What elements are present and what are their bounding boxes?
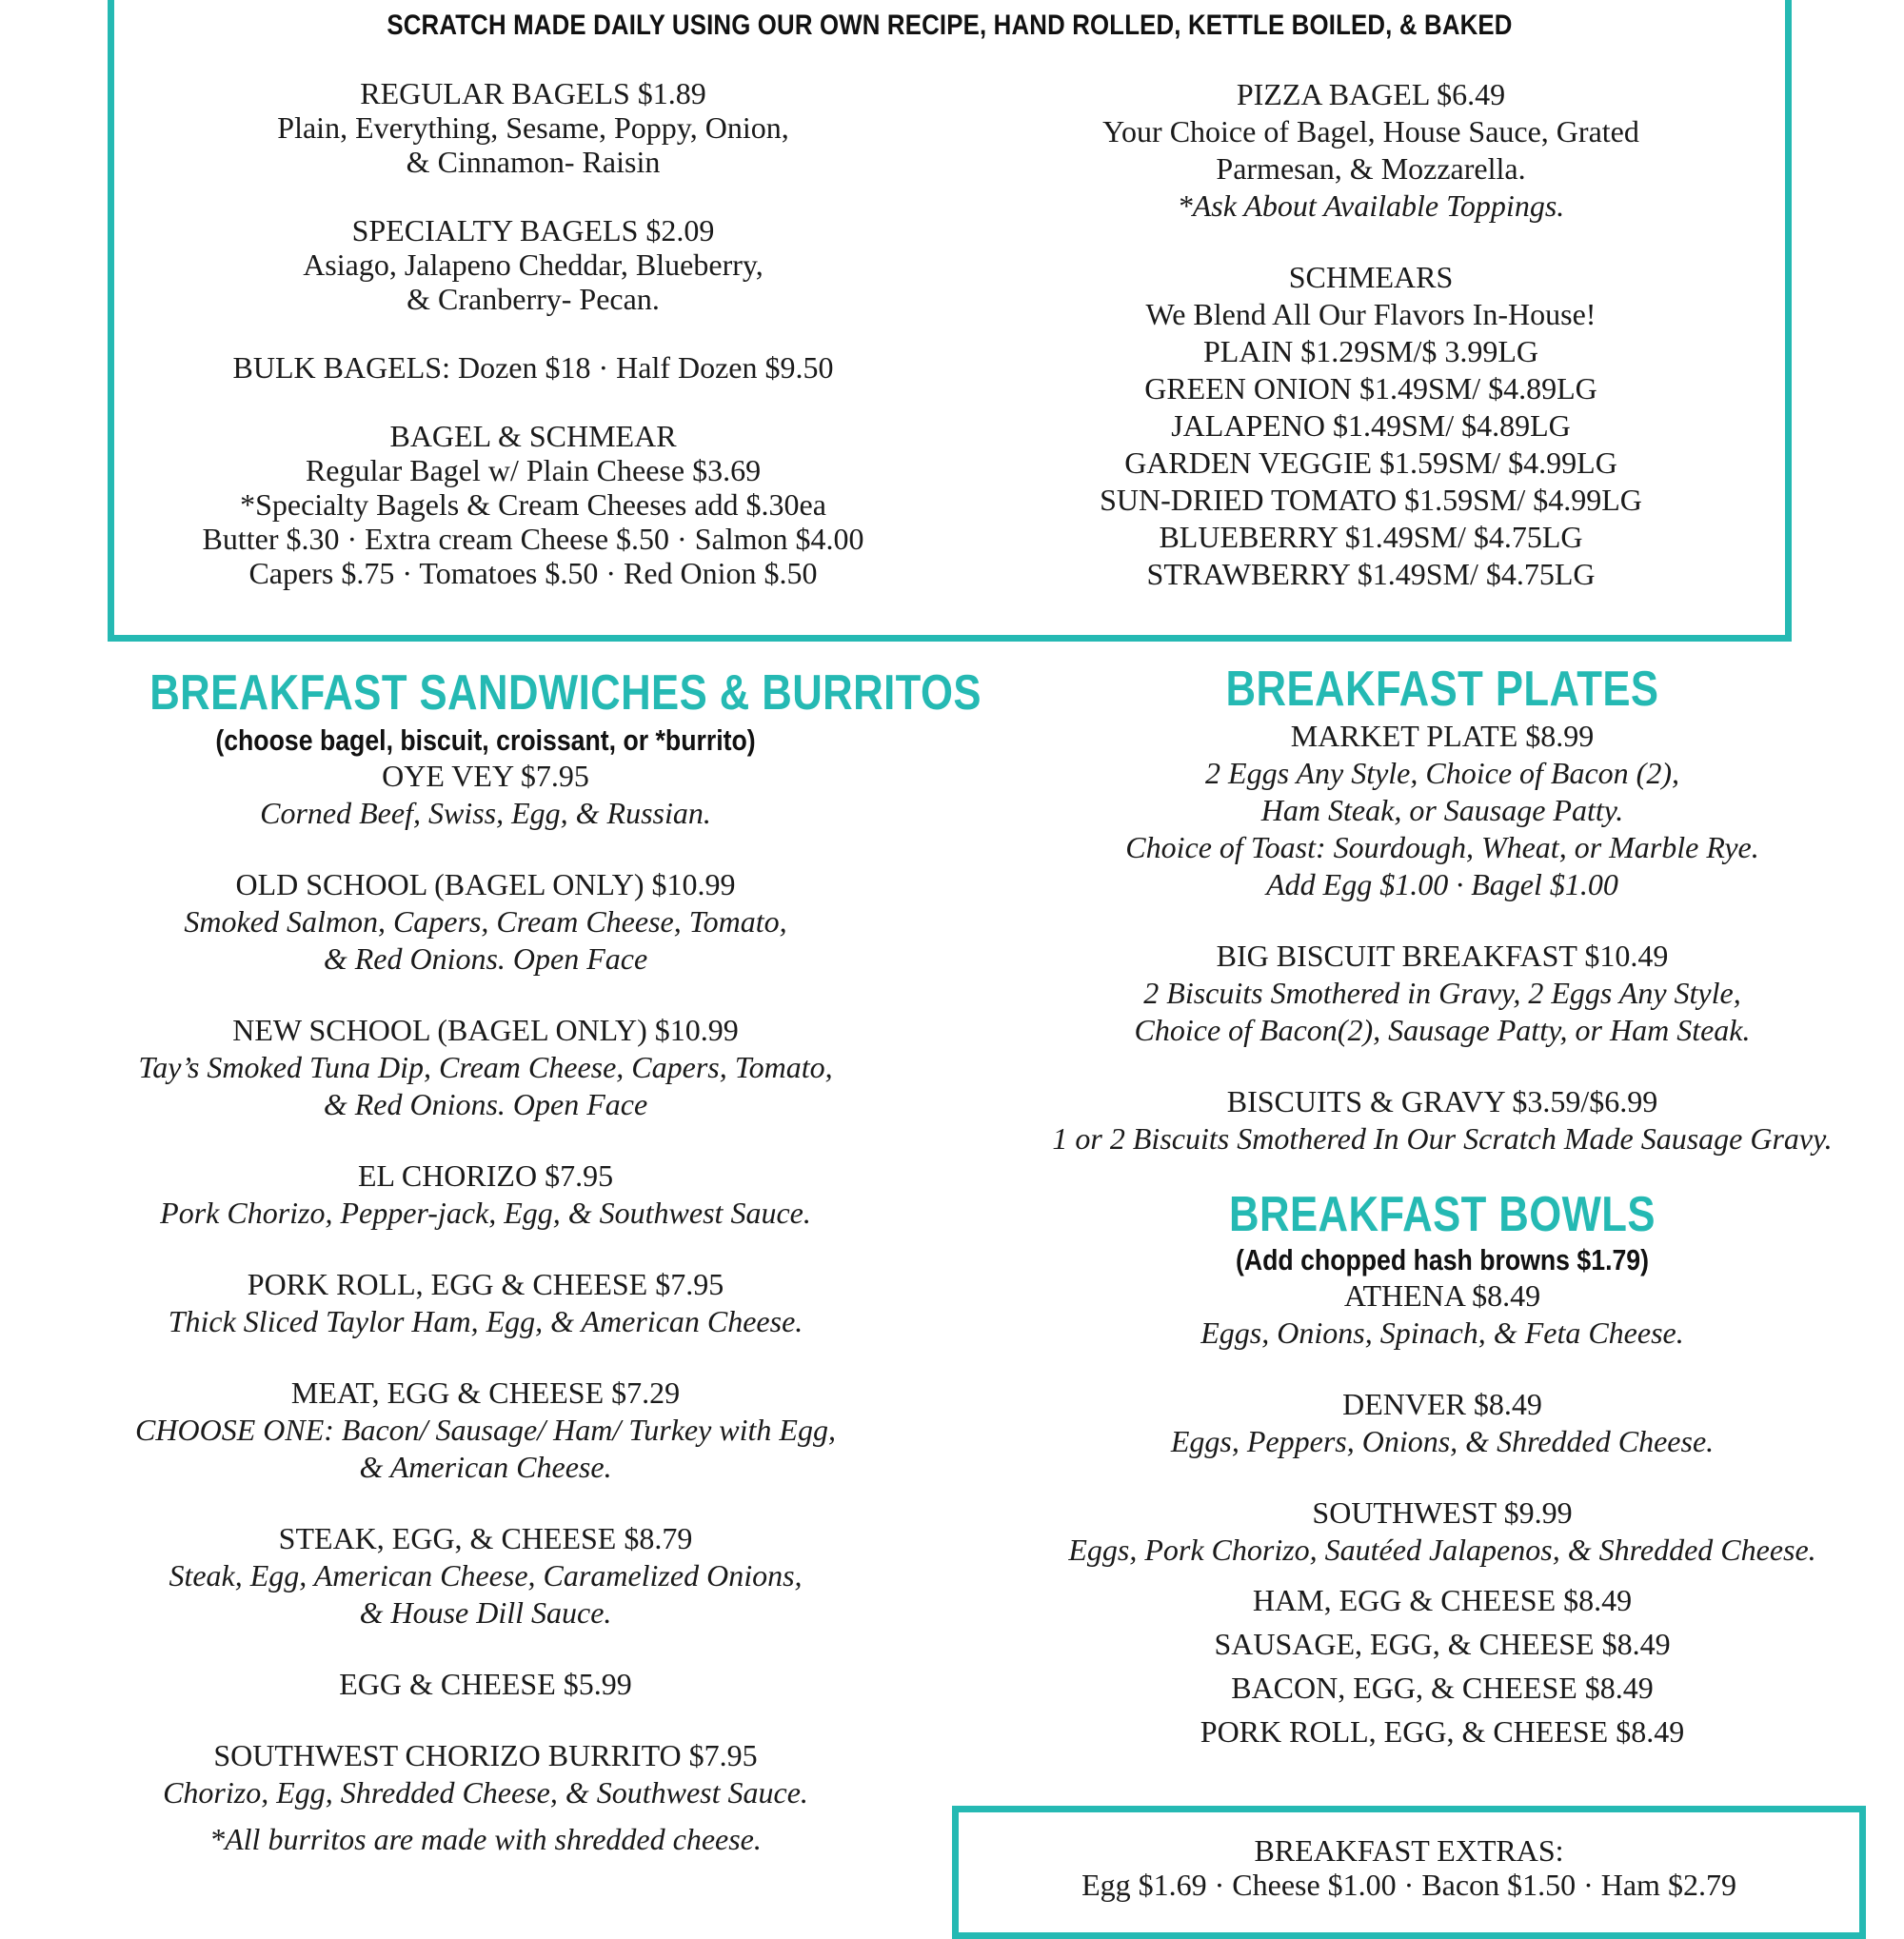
menu-item-desc: Ham Steak, or Sausage Patty. — [1260, 793, 1624, 827]
menu-item-desc: Choice of Bacon(2), Sausage Patty, or Ham Steak. — [1134, 1013, 1751, 1047]
schmear-item: SUN-DRIED TOMATO $1.59SM/ $4.99LG — [1100, 483, 1642, 517]
menu-item-title: BISCUITS & GRAVY $3.59/$6.99 — [1226, 1084, 1658, 1118]
plates-heading: BREAKFAST PLATES — [1225, 662, 1659, 717]
bagel-schmear-line-1: Regular Bagel w/ Plain Cheese $3.69 — [305, 453, 762, 487]
bagel-schmear-line-4: Capers $.75 · Tomatoes $.50 · Red Onion $.50 — [248, 556, 818, 590]
menu-item-desc: 2 Eggs Any Style, Choice of Bacon (2), — [1205, 756, 1679, 790]
specialty-bagels-desc-1: Asiago, Jalapeno Cheddar, Blueberry, — [303, 247, 764, 282]
schmear-item: STRAWBERRY $1.49SM/ $4.75LG — [1146, 557, 1596, 591]
menu-item-title: ATHENA $8.49 — [1343, 1278, 1541, 1313]
pizza-bagel-desc-1: Your Choice of Bagel, House Sauce, Grated — [1102, 114, 1639, 148]
menu-item-desc: & Red Onions. Open Face — [323, 1087, 648, 1121]
bowls-section — [1009, 1186, 1875, 1753]
menu-item-desc: Choice of Toast: Sourdough, Wheat, or Marble Rye. — [1125, 830, 1759, 864]
bagel-schmear-title: BAGEL & SCHMEAR — [389, 419, 677, 453]
bagel-schmear-line-3: Butter $.30 · Extra cream Cheese $.50 · Salmon $4.00 — [202, 522, 864, 556]
menu-item-title: OLD SCHOOL (BAGEL ONLY) $10.99 — [235, 867, 736, 901]
bulk-bagels: BULK BAGELS: Dozen $18 · Half Dozen $9.50 — [232, 350, 834, 385]
pizza-bagel-title: PIZZA BAGEL $6.49 — [1236, 77, 1506, 111]
menu-item-title: EGG & CHEESE $5.99 — [339, 1667, 632, 1701]
sandwiches-heading: BREAKFAST SANDWICHES & BURRITOS — [149, 665, 982, 721]
menu-item-title: SOUTHWEST $9.99 — [1312, 1495, 1573, 1530]
schmear-item: GREEN ONION $1.49SM/ $4.89LG — [1144, 371, 1597, 406]
specialty-bagels-title: SPECIALTY BAGELS $2.09 — [351, 213, 715, 247]
schmear-item: JALAPENO $1.49SM/ $4.89LG — [1171, 408, 1571, 443]
extras-title: BREAKFAST EXTRAS: — [1254, 1833, 1564, 1868]
schmear-item: PLAIN $1.29SM/$ 3.99LG — [1202, 334, 1538, 368]
menu-item-desc: 2 Biscuits Smothered in Gravy, 2 Eggs Any Style, — [1143, 976, 1741, 1010]
menu-item-desc: & Red Onions. Open Face — [323, 941, 648, 976]
simple-bowl-item: PORK ROLL, EGG, & CHEESE $8.49 — [1200, 1714, 1685, 1749]
menu-item-desc: & House Dill Sauce. — [359, 1595, 612, 1630]
bagels-column — [152, 76, 914, 590]
menu-item-desc: Corned Beef, Swiss, Egg, & Russian. — [260, 796, 711, 830]
menu-item-desc: Chorizo, Egg, Shredded Cheese, & Southwest Sauce. — [163, 1775, 808, 1810]
extras-line-1: Egg $1.69 · Cheese $1.00 · Bacon $1.50 · Ham $2.79 — [1081, 1868, 1736, 1902]
menu-item-title: SOUTHWEST CHORIZO BURRITO $7.95 — [213, 1738, 758, 1772]
sandwiches-subheading: (choose bagel, biscuit, croissant, or *burrito) — [215, 723, 756, 757]
pizza-bagel-desc-2: Parmesan, & Mozzarella. — [1216, 151, 1526, 186]
tagline: SCRATCH MADE DAILY USING OUR OWN RECIPE, HAND ROLLED, KETTLE BOILED, & BAKED — [387, 10, 1513, 41]
schmears-title: SCHMEARS — [1288, 260, 1454, 294]
menu-item-title: MEAT, EGG & CHEESE $7.29 — [290, 1375, 681, 1410]
regular-bagels-desc-2: & Cinnamon- Raisin — [406, 145, 661, 179]
bowls-subheading: (Add chopped hash browns $1.79) — [1235, 1243, 1650, 1276]
menu-item-title: MARKET PLATE $8.99 — [1290, 719, 1595, 753]
burrito-footnote: *All burritos are made with shredded cheese. — [209, 1822, 762, 1856]
menu-item-desc: Tay’s Smoked Tuna Dip, Cream Cheese, Capers, Tomato, — [138, 1050, 833, 1084]
simple-bowl-item: BACON, EGG, & CHEESE $8.49 — [1231, 1671, 1654, 1705]
menu-item-title: STEAK, EGG, & CHEESE $8.79 — [278, 1521, 693, 1555]
menu-item-desc: Eggs, Onions, Spinach, & Feta Cheese. — [1200, 1316, 1684, 1350]
extras-content — [952, 1833, 1866, 1902]
menu-item-desc: Add Egg $1.00 · Bagel $1.00 — [1266, 867, 1618, 901]
schmear-item: GARDEN VEGGIE $1.59SM/ $4.99LG — [1124, 445, 1617, 480]
plates-section — [1009, 661, 1875, 1157]
simple-bowl-item: SAUSAGE, EGG, & CHEESE $8.49 — [1214, 1627, 1671, 1661]
bagel-schmear-line-2: *Specialty Bagels & Cream Cheeses add $.30ea — [240, 487, 826, 522]
schmear-item: BLUEBERRY $1.49SM/ $4.75LG — [1159, 520, 1583, 554]
regular-bagels-title: REGULAR BAGELS $1.89 — [360, 76, 706, 110]
menu-item-desc: 1 or 2 Biscuits Smothered In Our Scratch Made Sausage Gravy. — [1052, 1121, 1833, 1156]
menu-item-desc: Steak, Egg, American Cheese, Caramelized Onions, — [169, 1558, 803, 1593]
menu-item-desc: CHOOSE ONE: Bacon/ Sausage/ Ham/ Turkey with Egg, — [135, 1413, 836, 1447]
menu-item-title: EL CHORIZO $7.95 — [357, 1158, 614, 1193]
bowls-heading: BREAKFAST BOWLS — [1229, 1187, 1656, 1242]
menu-item-title: NEW SCHOOL (BAGEL ONLY) $10.99 — [232, 1013, 739, 1047]
pizza-schmears-column — [990, 76, 1752, 593]
menu-item-title: DENVER $8.49 — [1342, 1387, 1542, 1421]
menu-item-desc: & American Cheese. — [359, 1450, 612, 1484]
sandwiches-section — [86, 664, 982, 1858]
menu-item-desc: Eggs, Peppers, Onions, & Shredded Cheese. — [1170, 1424, 1715, 1458]
menu-item-title: OYE VEY $7.95 — [382, 759, 589, 793]
tagline-wrap — [108, 10, 1792, 42]
menu-item-desc: Eggs, Pork Chorizo, Sautéed Jalapenos, & Shredded Cheese. — [1068, 1533, 1816, 1567]
specialty-bagels-desc-2: & Cranberry- Pecan. — [407, 282, 660, 316]
simple-bowl-item: HAM, EGG & CHEESE $8.49 — [1252, 1583, 1633, 1617]
menu-item-title: PORK ROLL, EGG & CHEESE $7.95 — [247, 1267, 724, 1301]
menu-item-desc: Thick Sliced Taylor Ham, Egg, & American Cheese. — [168, 1304, 803, 1338]
menu-item-title: BIG BISCUIT BREAKFAST $10.49 — [1216, 939, 1669, 973]
menu-item-desc: Smoked Salmon, Capers, Cream Cheese, Tomato, — [184, 904, 787, 939]
regular-bagels-desc-1: Plain, Everything, Sesame, Poppy, Onion, — [277, 110, 789, 145]
schmears-intro: We Blend All Our Flavors In-House! — [1145, 297, 1597, 331]
menu-item-desc: Pork Chorizo, Pepper-jack, Egg, & Southwest Sauce. — [160, 1196, 811, 1230]
pizza-bagel-note: *Ask About Available Toppings. — [1177, 188, 1565, 223]
